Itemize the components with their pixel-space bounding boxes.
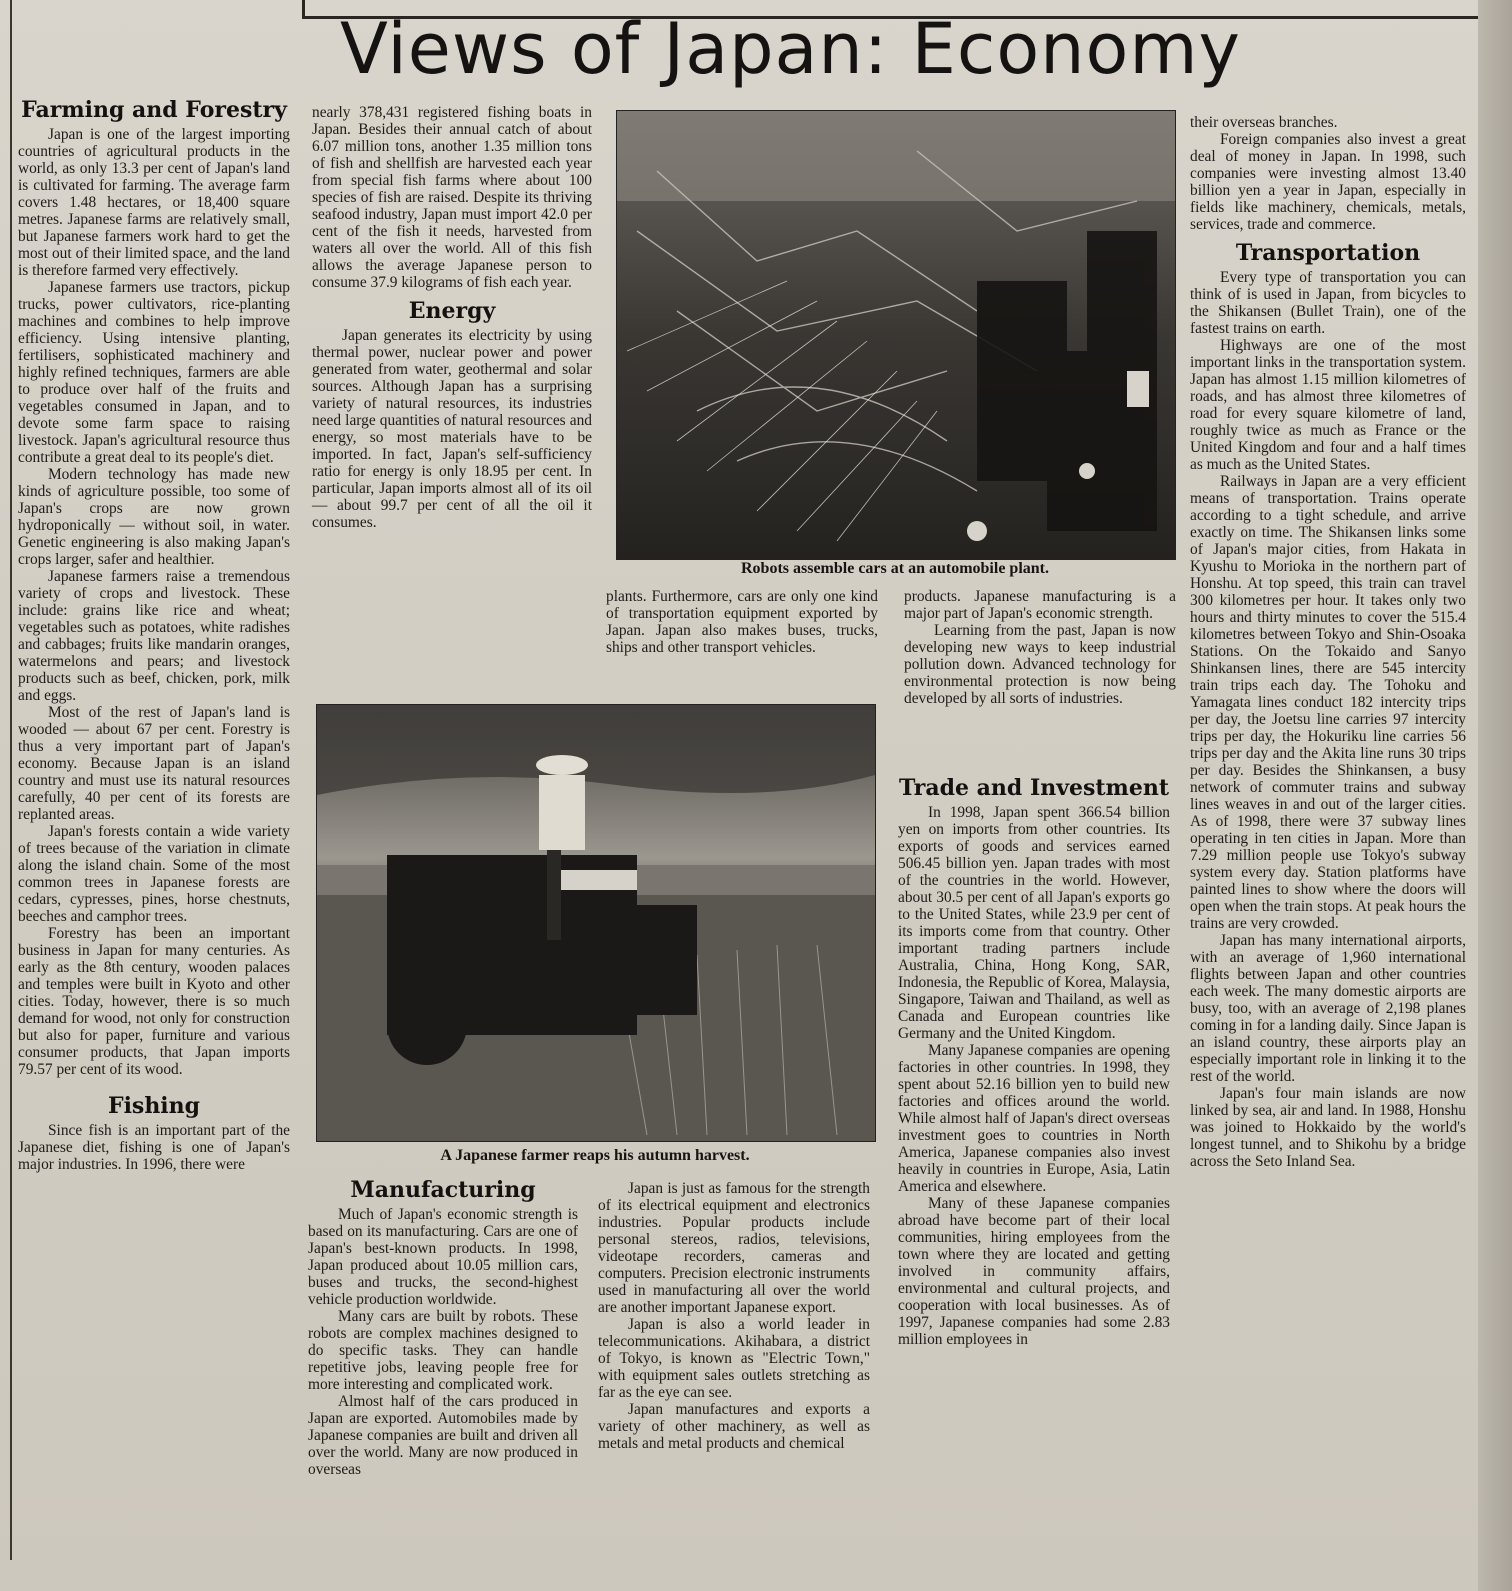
manufacturing-continued: plants. Furthermore, cars are only one kind of transportation equipment exported by Japan. Japan also makes buses, trucks, ships and other transport vehicles. [606, 588, 878, 656]
forestry-paragraph: Forestry has been an important business in Japan for many centuries. As early as the 8th century, wooden palaces and temples were built in Kyoto and other cities. Today, however, there is so much demand for wood, not only for construction but also for paper, furniture and various consumer products, that Japan imports 79.57 per cent of its wood. [18, 925, 290, 1078]
page-headline: Views of Japan: Economy [340, 8, 1241, 90]
transportation-paragraph: Every type of transportation you can think of is used in Japan, from bicycles to the Shikansen (Bullet Train), one of the fastest trains on earth. [1190, 269, 1466, 337]
energy-paragraph: Japan generates its electricity by using thermal power, nuclear power and power generated from water, geothermal and solar sources. Although Japan has a surprising variety of natural resources, its industries need large quantities of natural resources and energy, so most materials have to be imported. In fact, Japan's self-sufficiency ratio for energy is only 18.95 per cent. In particular, Japan imports almost all of its oil — about 99.7 per cent of all the oil it consumes. [312, 327, 592, 531]
section-title-farming: Farming and Forestry [21, 97, 287, 123]
column-electronics [598, 1180, 870, 1452]
trade-paragraph: Many of these Japanese companies abroad have become part of their local communities, hiring employees from the town where they are located and getting involved in community affairs, environmental and cultural projects, and cooperation with local businesses. As of 1997, Japanese companies had some 2.83 million employees in [898, 1195, 1170, 1348]
trade-paragraph: In 1998, Japan spent 366.54 billion yen on imports from other countries. Its exports of goods and services earned 506.45 billion yen. Japan trades with most of the countries in the world. However, about 30.5 per cent of all Japan's exports go to the United States, while 23.9 per cent of its imports come from that country. Other important trading partners include Australia, China, Hong Kong, SAR, Indonesia, the Republic of Korea, Malaysia, Singapore, Taiwan and Thailand, as well as Canada and European countries like Germany and the United Kingdom. [898, 804, 1170, 1042]
trade-continued: their overseas branches. [1190, 114, 1338, 131]
column-trade [898, 772, 1170, 1348]
manufacturing-paragraph: Many cars are built by robots. These robots are complex machines designed to do specific tasks. They can handle repetitive jobs, leaving people free for more interesting and complicated work. [308, 1308, 578, 1393]
electronics-paragraph: Japan manufactures and exports a variety of other machinery, as well as metals and metal products and chemical [598, 1401, 870, 1452]
fishing-paragraph: Since fish is an important part of the Japanese diet, fishing is one of Japan's major industries. In 1996, there were [18, 1122, 290, 1173]
electronics-paragraph: Japan is just as famous for the strength of its electrical equipment and electronics industries. Popular products include personal stereos, radios, televisions, videotape recorders, cameras and computers. Precision electronic instruments used in manufacturing all over the world are another important Japanese export. [598, 1180, 870, 1316]
left-column-rule [10, 0, 12, 1560]
electronics-paragraph: Japan is also a world leader in telecommunications. Akihabara, a district of Tokyo, is known as "Electric Town," with equipment sales outlets stretching as far as the eye can see. [598, 1316, 870, 1401]
section-title-manufacturing: Manufacturing [350, 1177, 536, 1203]
farming-paragraph: Most of the rest of Japan's land is wooded — about 67 per cent. Forestry is thus a very important part of Japan's economy. Because Japan is an island country and must use its natural resources carefully, 40 per cent of its forests are replanted areas. [18, 704, 290, 823]
fishing-continued: nearly 378,431 registered fishing boats in Japan. Besides their annual catch of about 6.07 million tons, another 1.35 million tons of fish and shellfish are harvested each year from special fish farms where about 100 species of fish are raised. Despite its thriving seafood industry, Japan must import 42.0 per cent of the fish it needs, harvested from waters all over the world. All of this fish allows the average Japanese person to consume 37.9 kilograms of fish each year. [312, 104, 592, 291]
column-transportation [1190, 114, 1466, 1170]
robots-caption: Robots assemble cars at an automobile plant. [740, 560, 1049, 577]
page-edge-shadow [1478, 0, 1512, 1591]
forestry-paragraph: Japan's forests contain a wide variety of trees because of the variation in climate along the island chain. Some of the most common trees in Japanese forests are cedars, cypresses, pines, horse chestnuts, beeches and camphor trees. [18, 823, 290, 925]
pollution-paragraph: Learning from the past, Japan is now developing new ways to keep industrial pollution down. Advanced technology for environmental protection is now being developed by all sorts of industries. [904, 622, 1176, 707]
farming-paragraph: Japanese farmers use tractors, pickup trucks, power cultivators, rice-planting machines and combines to help improve efficiency. Using intensive planting, fertilisers, sophisticated machinery and highly refined techniques, farmers are able to produce over half of the fruits and vegetables consumed in Japan, and to devote some farm space to raising livestock. Japan's agricultural resource thus contribute a great deal to its people's diet. [18, 279, 290, 466]
section-title-transportation: Transportation [1235, 240, 1421, 266]
column-farming [18, 94, 290, 1173]
farmer-caption: A Japanese farmer reaps his autumn harvest. [440, 1147, 750, 1164]
transportation-paragraph: Japan has many international airports, with an average of 1,960 international flights between Japan and other countries each week. The many domestic airports are busy, too, with an average of 2,198 planes coming in for a landing daily. Since Japan is an island country, these airports play an especially important role in linking it to the rest of the world. [1190, 932, 1466, 1085]
section-title-fishing: Fishing [107, 1093, 201, 1119]
manufacturing-paragraph: Almost half of the cars produced in Japan are exported. Automobiles made by Japanese companies are built and driven all over the world. Many are now produced in overseas [308, 1393, 578, 1478]
manufacturing-paragraph: Much of Japan's economic strength is based on its manufacturing. Cars are one of Japan's best-known products. In 1998, Japan produced about 10.05 million cars, buses and trucks, the second-highest vehicle production worldwide. [308, 1206, 578, 1308]
section-title-energy: Energy [408, 298, 496, 324]
column-fishing-energy [312, 104, 592, 531]
column-manufacturing [308, 1174, 578, 1478]
trade-paragraph: Many Japanese companies are opening factories in other countries. In 1998, they spent about 52.16 billion yen to build new factories and offices around the world. While almost half of Japan's direct overseas investment goes to countries in North America, Japanese companies also invest heavily in countries in Europe, Asia, Latin America and elsewhere. [898, 1042, 1170, 1195]
transportation-paragraph: Highways are one of the most important links in the transportation system. Japan has almost 1.15 million kilometres of roads, and has almost three kilometres of road for every square kilometre of land, roughly twice as much as France or the United Kingdom and four and a half times as much as the United States. [1190, 337, 1466, 473]
column-mfg-cont-b [904, 588, 1176, 707]
farmer-photo [316, 704, 876, 1142]
transportation-paragraph: Japan's four main islands are now linked by sea, air and land. In 1988, Honshu was joined to Hokkaido by the world's longest tunnel, and to Shikohu by a bridge across the Seto Inland Sea. [1190, 1085, 1466, 1170]
robots-photo [616, 110, 1176, 560]
foreign-investment-paragraph: Foreign companies also invest a great deal of money in Japan. In 1998, such companies were investing almost 13.40 billion yen a year in Japan, especially in fields like machinery, chemicals, metals, services, trade and commerce. [1190, 131, 1466, 233]
farmer-harvester-icon [317, 705, 875, 1141]
transportation-paragraph: Railways in Japan are a very efficient means of transportation. Trains operate according to a tight schedule, and arrive exactly on time. The Shikansen links some of Japan's major cities, from Hakata in Kyushu to Morioka in the northern part of Honshu. At top speed, this train can travel 300 kilometres per hour. It takes only two hours and thirty minutes to cover the 515.4 kilometres between Tokyo and Shin-Osoaka Stations. On the Tokaido and Sanyo Shinkansen lines, there are 545 intercity train trips each day. The Tohoku and Yamagata lines conduct 182 intercity trips per day, the Joetsu line carries 97 intercity trips per day, the Hokuriku line carries 56 trips per day and the Akita line runs 30 trips per day. Besides the Shinkansen, a busy network of commuter trains and subway lines weaves in and out of the larger cities. As of 1998, there were 37 subway lines operating in ten cities in Japan. More than 7.29 million people use Tokyo's subway system every day. Station platforms have painted lines to show where the doors will open when the train stops. At peak hours the trains are very crowded. [1190, 473, 1466, 932]
factory-robot-icon [617, 111, 1175, 559]
farming-paragraph: Japanese farmers raise a tremendous variety of crops and livestock. These include: grains like rice and wheat; vegetables such as potatoes, white radishes and cabbages; fruits like mandarin oranges, watermelons and pears; and livestock products such as beef, chicken, pork, milk and eggs. [18, 568, 290, 704]
column-mfg-cont-a [606, 588, 878, 656]
manufacturing-continued: products. Japanese manufacturing is a major part of Japan's economic strength. [904, 588, 1176, 622]
farming-paragraph: Modern technology has made new kinds of agriculture possible, too some of Japan's crops are now grown hydroponically — without soil, in water. Genetic engineering is also making Japan's crops larger, safer and healthier. [18, 466, 290, 568]
farming-paragraph: Japan is one of the largest importing countries of agricultural products in the world, as only 13.3 per cent of Japan's land is cultivated for farming. The average farm covers 1.48 hectares, or 18,400 square metres. Japanese farms are relatively small, but Japanese farmers work hard to get the most out of their limited space, and the land is therefore farmed very effectively. [18, 126, 290, 279]
section-title-trade: Trade and Investment [899, 775, 1169, 801]
